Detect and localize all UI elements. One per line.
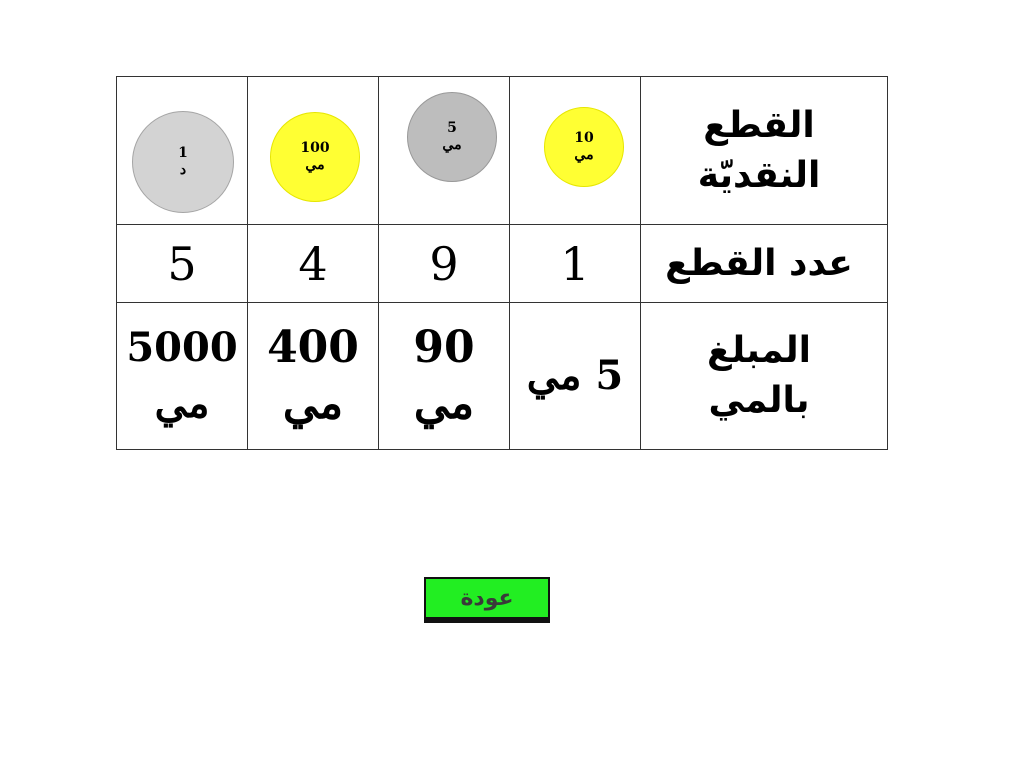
back-button[interactable]: عودة: [424, 577, 550, 623]
coin-5-millimes: [407, 92, 497, 182]
coin-unit: مي: [574, 147, 594, 163]
header-coins: القطع النقديّة: [641, 77, 888, 225]
coin-value: 100: [300, 139, 330, 156]
header-amount: المبلغ بالمي: [641, 303, 888, 450]
coin-cell-100: [248, 77, 379, 225]
count-cell-10: 1: [510, 225, 641, 303]
coin-cell-5: [379, 77, 510, 225]
coin-100-millimes: [270, 112, 360, 202]
amount-cell-100: 400 مي: [248, 303, 379, 450]
count-cell-1d: 5: [117, 225, 248, 303]
header-count: عدد القطع: [641, 225, 888, 303]
table-row-counts: [117, 225, 888, 303]
coin-1-dinar: [132, 111, 234, 213]
amount-cell-1d: 5000 مي: [117, 303, 248, 450]
coin-value: 10: [574, 129, 594, 146]
coin-cell-10: [510, 77, 641, 225]
coins-table: [116, 76, 888, 450]
table-row-amounts: [117, 303, 888, 450]
count-cell-5: 9: [379, 225, 510, 303]
amount-cell-5: 90 مي: [379, 303, 510, 450]
coin-value: 5: [447, 119, 457, 136]
amount-cell-10: 5 مي: [510, 303, 641, 450]
coin-value: 1: [178, 144, 188, 161]
coin-unit: مي: [305, 157, 325, 173]
coin-cell-1d: [117, 77, 248, 225]
count-cell-100: 4: [248, 225, 379, 303]
table-row-coins: [117, 77, 888, 225]
coin-unit: د: [179, 162, 187, 178]
coin-unit: مي: [442, 137, 462, 153]
coin-10-millimes: [544, 107, 624, 187]
